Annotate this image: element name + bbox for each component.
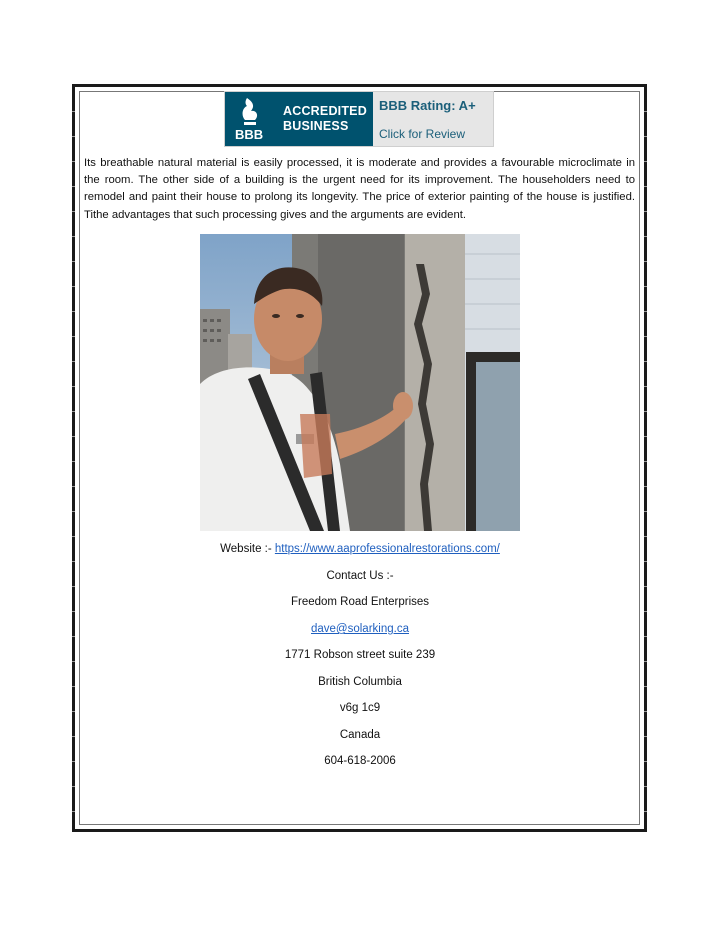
worker-photo-illustration [200,234,520,531]
bbb-badge-left [225,92,373,146]
accredited-line2: BUSINESS [283,119,349,133]
frame-left-ticks [72,87,75,829]
bbb-torch-icon [233,96,271,142]
accredited-line1: ACCREDITED [283,104,367,118]
country-line: Canada [339,729,381,741]
contact-us-label: Contact Us :- [326,570,394,582]
email-link[interactable]: dave@solarking.ca [311,623,409,635]
postal-code: v6g 1c9 [339,702,381,714]
accredited-business-text [283,104,367,134]
bbb-accreditation-badge[interactable] [224,91,494,147]
bbb-badge-right [373,92,493,146]
phone-number: 604-618-2006 [324,755,396,767]
frame-right-ticks [644,87,647,829]
worker-photo [200,234,520,531]
bbb-rating-text: BBB Rating: A+ [379,98,476,113]
province-line: British Columbia [318,676,402,688]
website-label: Website :- [220,543,275,555]
website-line [76,543,644,555]
email-line [76,623,644,635]
bbb-click-review-link[interactable]: Click for Review [379,127,466,141]
website-link[interactable]: https://www.aaprofessionalrestorations.com/ [274,543,500,555]
company-name: Freedom Road Enterprises [290,596,430,608]
intro-paragraph: Its breathable natural material is easily processed, it is moderate and provides a favourable microclimate in the room. The other side of a building is the urgent need for its improvement. The householders need to remodel and paint their house to prolong its longevity. The price of exterior painting of the house is justified. Tithe advantages that such processing gives and the arguments are evident. [84,157,635,221]
address-line: 1771 Robson street suite 239 [284,649,436,661]
bbb-logo-text: BBB [235,127,264,142]
